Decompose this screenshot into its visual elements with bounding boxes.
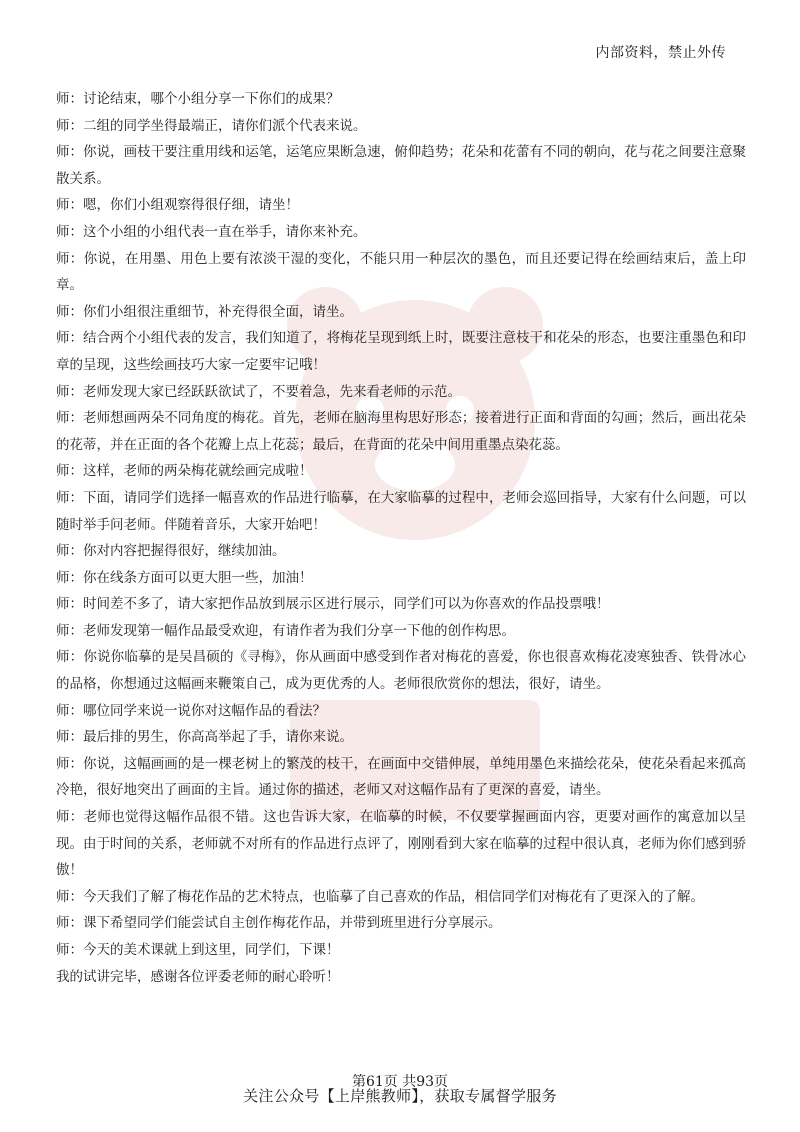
dialogue-line: 师：时间差不多了，请大家把作品放到展示区进行展示，同学们可以为你喜欢的作品投票哦！	[56, 596, 610, 613]
dialogue-line: 师：老师也觉得这幅作品很不错。这也告诉大家，在临摹的时候，不仅要掌握画面内容，更要对画作的寓意加以呈现。由于时间的关系，老师就不对所有的作品进行点评了，刚刚看到大家在临摹的过程中很认真，老师为你们感到骄傲！	[56, 809, 746, 879]
dialogue-line: 师：老师想画两朵不同角度的梅花。首先，老师在脑海里构思好形态；接着进行正面和背面的勾画；然后，画出花朵的花蒂，并在正面的各个花瓣上点上花蕊；最后，在背面的花朵中间用重墨点染花蕊。	[56, 410, 746, 453]
dialogue-line: 师：你说，画枝干要注重用线和运笔，运笔应果断急速，俯仰趋势；花朵和花蕾有不同的朝向，花与花之间要注意聚散关系。	[56, 144, 746, 187]
dialogue-line: 师：你们小组很注重细节，补充得很全面，请坐。	[56, 303, 353, 320]
lecture-transcript	[56, 86, 746, 990]
dialogue-line: 师：哪位同学来说一说你对这幅作品的看法？	[56, 702, 326, 719]
confidential-notice: 内部资料，禁止外传	[595, 45, 726, 61]
page-number: 第61页 共93页	[351, 1074, 449, 1090]
dialogue-line: 师：老师发现第一幅作品最受欢迎，有请作者为我们分享一下他的创作构思。	[56, 622, 515, 639]
dialogue-line: 我的试讲完毕，感谢各位评委老师的耐心聆听！	[56, 968, 340, 985]
dialogue-line: 师：今天的美术课就上到这里，同学们，下课！	[56, 942, 340, 958]
dialogue-line: 师：二组的同学坐得最端正，请你们派个代表来说。	[56, 117, 367, 134]
dialogue-line: 师：你在线条方面可以更大胆一些，加油！	[56, 569, 313, 586]
dialogue-line: 师：这个小组的小组代表一直在举手，请你来补充。	[56, 223, 367, 240]
dialogue-line: 师：最后排的男生，你高高举起了手，请你来说。	[56, 729, 353, 746]
footer-promotion: 关注公众号【上岸熊教师】，获取专属督学服务	[243, 1087, 557, 1105]
dialogue-line: 师：下面，请同学们选择一幅喜欢的作品进行临摹，在大家临摹的过程中，老师会巡回指导，大家有什么问题，可以随时举手问老师。伴随着音乐，大家开始吧！	[56, 489, 746, 533]
dialogue-line: 师：你说你临摹的是吴昌硕的《寻梅》，你从画面中感受到作者对梅花的喜爱，你也很喜欢梅花凌寒独香、铁骨冰心的品格，你想通过这幅画来鞭策自己，成为更优秀的人。老师很欣赏你的想法，很好，请坐。	[56, 649, 746, 693]
dialogue-line: 师：今天我们了解了梅花作品的艺术特点，也临摹了自己喜欢的作品，相信同学们对梅花有了更深入的了解。	[56, 888, 704, 905]
dialogue-line: 师：老师发现大家已经跃跃欲试了，不要着急，先来看老师的示范。	[56, 383, 461, 400]
dialogue-line: 师：结合两个小组代表的发言，我们知道了，将梅花呈现到纸上时，既要注意枝干和花朵的形态，也要注重墨色和印章的呈现，这些绘画技巧大家一定要牢记哦！	[56, 330, 746, 373]
dialogue-line: 师：你说，这幅画画的是一棵老树上的繁茂的枝干，在画面中交错伸展，单纯用墨色来描绘花朵，使花朵看起来孤高冷艳，很好地突出了画面的主旨。通过你的描述，老师又对这幅作品有了更深的喜爱，请坐。	[56, 755, 746, 799]
dialogue-line: 师：课下希望同学们能尝试自主创作梅花作品，并带到班里进行分享展示。	[56, 915, 502, 932]
dialogue-line: 师：这样，老师的两朵梅花就绘画完成啦！	[56, 463, 313, 480]
dialogue-line: 师：你对内容把握得很好，继续加油。	[56, 543, 286, 560]
dialogue-line: 师：讨论结束，哪个小组分享一下你们的成果？	[56, 91, 340, 107]
dialogue-line: 师：嗯，你们小组观察得很仔细，请坐！	[56, 197, 299, 214]
dialogue-line: 师：你说，在用墨、用色上要有浓淡干湿的变化，不能只用一种层次的墨色，而且还要记得在绘画结束后，盖上印章。	[56, 250, 746, 294]
